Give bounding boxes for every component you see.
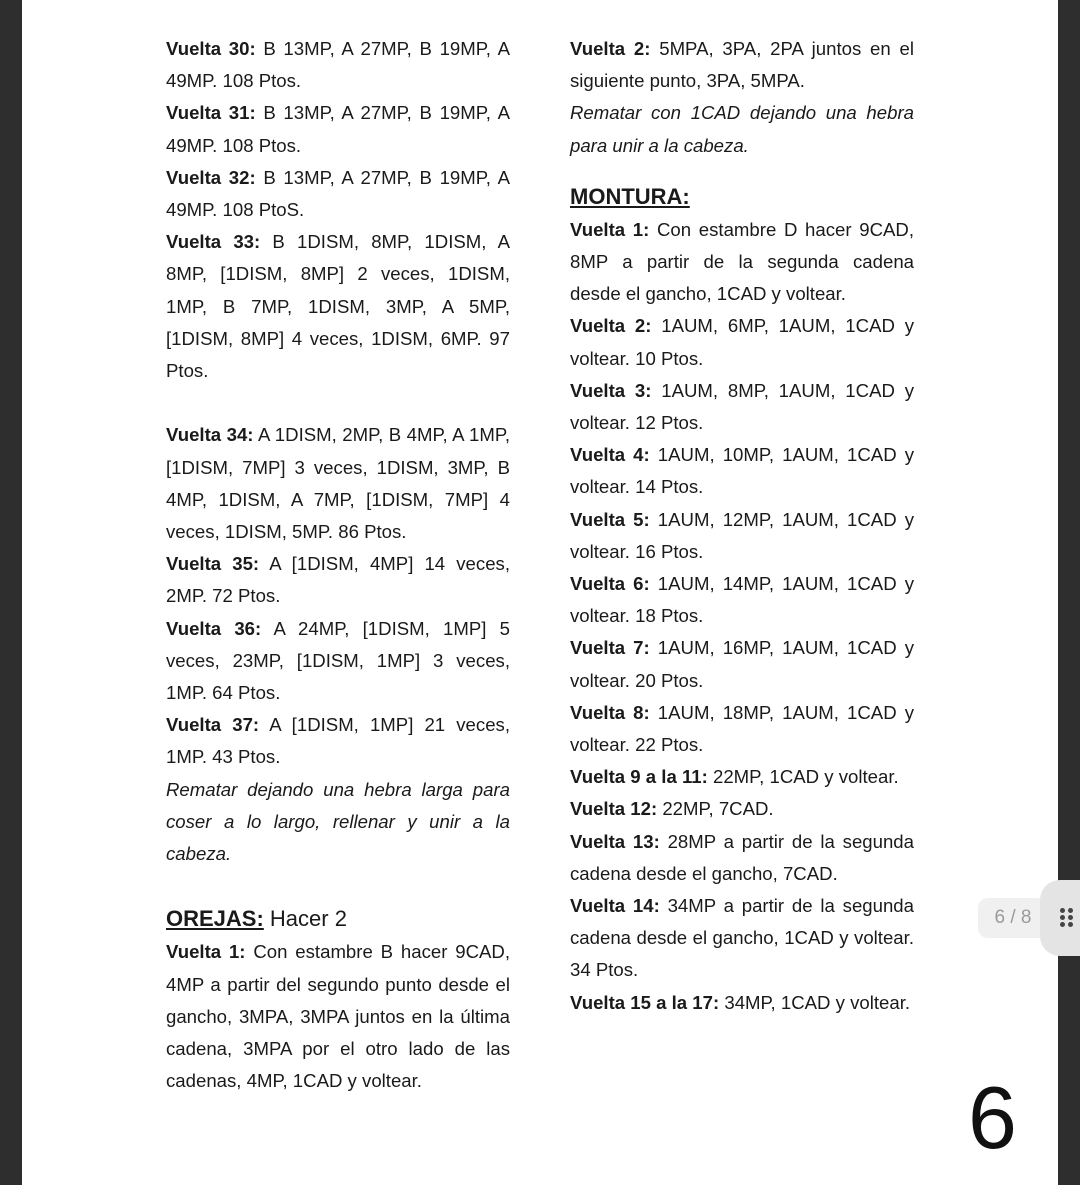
row-orejas-v2 xyxy=(570,33,914,97)
row-v31 xyxy=(166,97,510,161)
row-text: B 1DISM, 8MP, 1DISM, A 8MP, [1DISM, 8MP] 2 veces, 1DISM, 1MP, B 7MP, 1DISM, 3MP, A 5MP, [1DISM, 8MP] 4 veces, 1DISM, 6MP. 97 Ptos. xyxy=(166,231,511,382)
row-text: 22MP, 7CAD. xyxy=(657,798,774,820)
row-label: Vuelta 9 a la 11: xyxy=(570,766,708,788)
row-text: 1AUM, 18MP, 1AUM, 1CAD y voltear. 22 Ptos. xyxy=(570,701,915,756)
spacer xyxy=(570,162,914,180)
row-label: Vuelta 32: xyxy=(166,166,256,188)
row-label: Vuelta 5: xyxy=(570,508,650,530)
row-v36 xyxy=(166,613,510,710)
row-text: Con estambre B hacer 9CAD, 4MP a partir del segundo punto desde el gancho, 3MPA, 3MPA juntos en la última cadena, 3MPA por el otro lado de las cadenas, 4MP, 1CAD y voltear. xyxy=(166,941,511,1092)
page-indicator: 6 / 8 xyxy=(978,898,1048,938)
row-text: B 13MP, A 27MP, B 19MP, A 49MP. 108 Ptos. xyxy=(166,38,510,92)
drag-dots-icon xyxy=(1060,908,1074,928)
row-text: 1AUM, 14MP, 1AUM, 1CAD y voltear. 18 Ptos. xyxy=(570,573,915,627)
row-label: Vuelta 34: xyxy=(166,424,254,446)
row-label: Vuelta 37: xyxy=(166,714,260,736)
row-v32 xyxy=(166,162,510,226)
row-text: 34MP, 1CAD y voltear. xyxy=(719,991,911,1013)
row-label: Vuelta 4: xyxy=(570,444,650,466)
row-text: 1AUM, 8MP, 1AUM, 1CAD y voltear. 12 Ptos. xyxy=(570,379,914,434)
row-label: Vuelta 2: xyxy=(570,38,651,59)
page-number: 6 xyxy=(968,1068,1017,1167)
row-label: Vuelta 15 a la 17: xyxy=(570,991,720,1013)
row-m2 xyxy=(570,310,914,374)
montura-heading-line xyxy=(570,180,914,214)
row-v30 xyxy=(166,33,510,97)
row-text: 1AUM, 12MP, 1AUM, 1CAD y voltear. 16 Ptos. xyxy=(570,508,915,562)
row-text: 34MP a partir de la segunda cadena desde el gancho, 1CAD y voltear. 34 Ptos. xyxy=(570,895,914,981)
row-label: Vuelta 36: xyxy=(166,617,262,639)
orejas-note: Rematar con 1CAD dejando una hebra para unir a la cabeza. xyxy=(570,102,914,156)
row-text: 1AUM, 6MP, 1AUM, 1CAD y voltear. 10 Ptos. xyxy=(570,315,914,369)
row-label: Vuelta 12: xyxy=(570,798,658,820)
row-label: Vuelta 8: xyxy=(570,701,650,723)
row-m1 xyxy=(570,214,914,311)
row-label: Vuelta 13: xyxy=(570,830,660,852)
row-m7 xyxy=(570,632,914,696)
row-text: B 13MP, A 27MP, B 19MP, A 49MP. 108 Ptos. xyxy=(166,102,510,156)
orejas-heading: OREJAS: xyxy=(166,906,264,932)
document-page xyxy=(22,0,1058,1185)
orejas-heading-line xyxy=(166,902,510,936)
row-text: B 13MP, A 27MP, B 19MP, A 49MP. 108 PtoS. xyxy=(166,166,510,221)
row-m8 xyxy=(570,697,914,761)
row-m3 xyxy=(570,375,914,439)
row-label: Vuelta 35: xyxy=(166,553,260,575)
row-m12 xyxy=(570,793,914,825)
row-text: Con estambre D hacer 9CAD, 8MP a partir de la segunda cadena desde el gancho, 1CAD y voltear. xyxy=(570,218,915,305)
row-text: 5MPA, 3PA, 2PA juntos en el siguiente punto, 3PA, 5MPA. xyxy=(570,38,915,92)
finish-note: Rematar dejando una hebra larga para coser a lo largo, rellenar y unir a la cabeza. xyxy=(166,778,510,865)
row-v33 xyxy=(166,226,510,387)
orejas-subheading: Hacer 2 xyxy=(263,906,347,932)
row-text: 1AUM, 16MP, 1AUM, 1CAD y voltear. 20 Ptos. xyxy=(570,637,915,691)
row-label: Vuelta 33: xyxy=(166,231,261,253)
row-v37 xyxy=(166,709,510,773)
row-label: Vuelta 7: xyxy=(570,637,650,659)
row-label: Vuelta 1: xyxy=(166,941,246,963)
row-label: Vuelta 31: xyxy=(166,102,256,124)
row-m13 xyxy=(570,826,914,890)
spacer xyxy=(166,870,510,902)
row-label: Vuelta 3: xyxy=(570,379,652,401)
right-column xyxy=(570,33,914,1019)
row-m6 xyxy=(570,568,914,632)
row-m14 xyxy=(570,890,914,987)
left-column xyxy=(166,33,510,1097)
row-label: Vuelta 14: xyxy=(570,895,660,917)
spacer xyxy=(166,387,510,419)
montura-heading: MONTURA: xyxy=(570,183,690,209)
row-text: A 24MP, [1DISM, 1MP] 5 veces, 23MP, [1DISM, 1MP] 3 veces, 1MP. 64 Ptos. xyxy=(166,617,511,704)
row-m5 xyxy=(570,504,914,568)
row-orejas-v1 xyxy=(166,936,510,1097)
row-text: 28MP a partir de la segunda cadena desde el gancho, 7CAD. xyxy=(570,830,914,884)
row-label: Vuelta 1: xyxy=(570,218,650,240)
row-label: Vuelta 6: xyxy=(570,573,650,595)
row-text: 1AUM, 10MP, 1AUM, 1CAD y voltear. 14 Ptos. xyxy=(570,444,915,498)
row-m4 xyxy=(570,439,914,503)
row-v34 xyxy=(166,419,510,548)
row-m9-11 xyxy=(570,761,914,793)
row-text: 22MP, 1CAD y voltear. xyxy=(707,766,899,788)
row-text: A 1DISM, 2MP, B 4MP, A 1MP, [1DISM, 7MP] 3 veces, 1DISM, 3MP, B 4MP, 1DISM, A 7MP, [1DISM, 7MP] 4 veces, 1DISM, 5MP. 86 Ptos. xyxy=(166,424,510,543)
row-m15-17 xyxy=(570,987,914,1019)
row-v35 xyxy=(166,548,510,612)
scroll-handle[interactable] xyxy=(1040,880,1080,956)
row-label: Vuelta 30: xyxy=(166,38,256,59)
row-label: Vuelta 2: xyxy=(570,315,652,337)
row-text: A [1DISM, 1MP] 21 veces, 1MP. 43 Ptos. xyxy=(166,714,511,768)
row-text: A [1DISM, 4MP] 14 veces, 2MP. 72 Ptos. xyxy=(166,553,511,607)
